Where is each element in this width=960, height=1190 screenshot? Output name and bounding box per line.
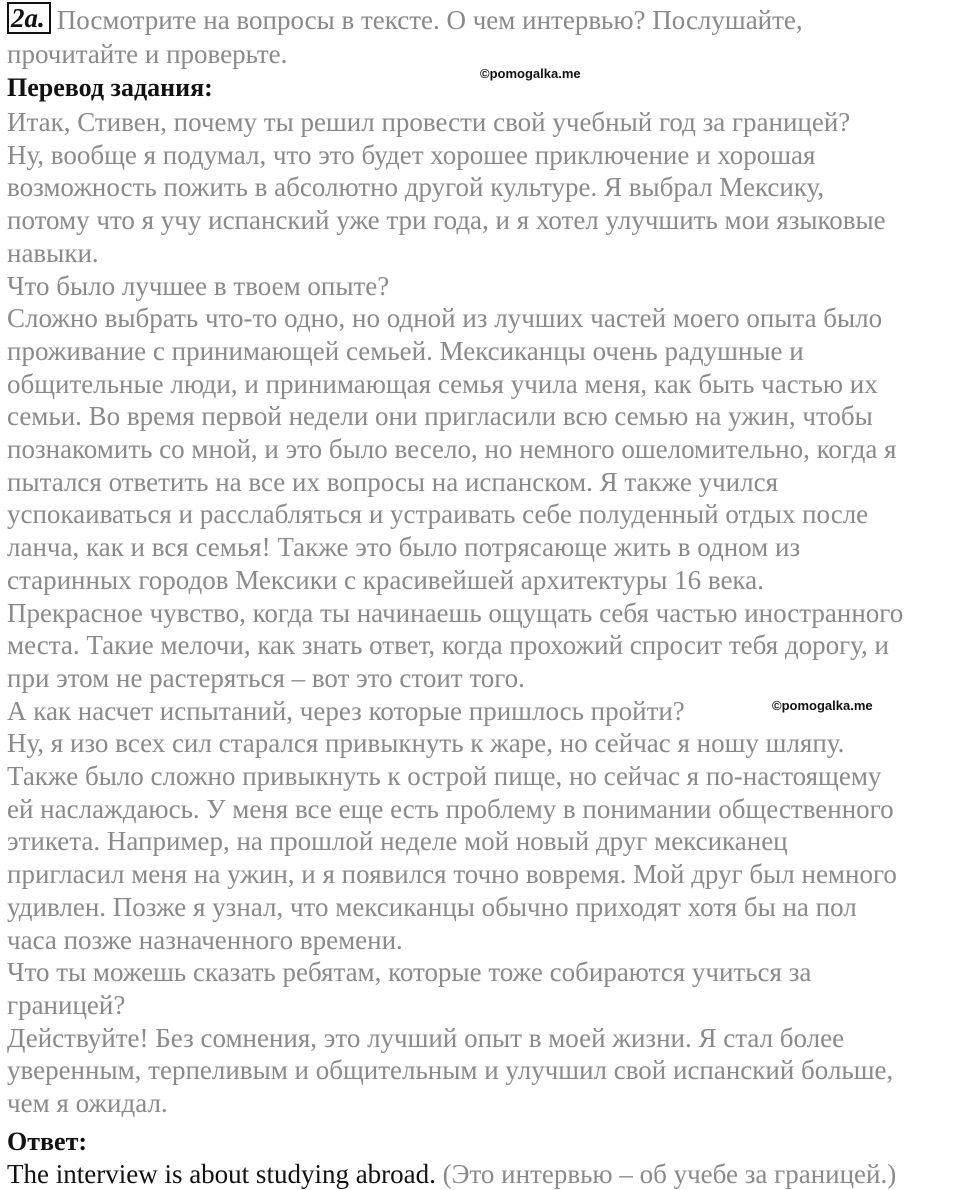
answer-line: [7, 1158, 896, 1190]
text-line: при этом не растеряться – вот это стоит того.: [7, 663, 525, 693]
text-line: Итак, Стивен, почему ты решил провести свой учебный год за границей?: [7, 107, 851, 137]
text-line: успокаиваться и расслабляться и устраивать себе полуденный отдых после: [7, 499, 869, 529]
text-line: пытался ответить на все их вопросы на испанском. Я также учился: [7, 467, 779, 497]
text-line: этикета. Например, на прошлой неделе мой новый друг мексиканец: [7, 826, 788, 856]
text-line: А как насчет испытаний, через которые пришлось пройти?: [7, 696, 685, 726]
task-line-1: [7, 4, 803, 36]
text-line: Что ты можешь сказать ребятам, которые тоже собираются учиться за: [7, 957, 812, 987]
text-line: старинных городов Мексики с красивейшей архитектуры 16 века.: [7, 565, 764, 595]
text-line: уверенным, терпеливым и общительным и улучшил свой испанский больше,: [7, 1055, 894, 1085]
answer-heading: Ответ:: [7, 1127, 88, 1156]
text-line: ланча, как и вся семья! Также это было потрясающе жить в одном из: [7, 532, 801, 562]
text-line: Сложно выбрать что-то одно, но одной из лучших частей моего опыта было: [7, 303, 883, 333]
answer-russian: (Это интервью – об учебе за границей.): [442, 1159, 897, 1189]
translation-heading: Перевод задания:: [7, 73, 213, 102]
text-line: чем я ожидал.: [7, 1088, 168, 1118]
text-line: ей наслаждаюсь. У меня все еще есть проблему в понимании общественного: [7, 794, 894, 824]
text-line: места. Такие мелочи, как знать ответ, когда прохожий спросит тебя дорогу, и: [7, 630, 889, 660]
text-line: пригласил меня на ужин, и я появился точно вовремя. Мой друг был немного: [7, 859, 897, 889]
text-line: познакомить со мной, и это было весело, но немного ошеломительно, когда я: [7, 434, 897, 464]
text-line: Ну, я изо всех сил старался привыкнуть к жаре, но сейчас я ношу шляпу.: [7, 728, 845, 758]
watermark-top: ©pomogalka.me: [480, 66, 581, 81]
text-line: Прекрасное чувство, когда ты начинаешь ощущать себя частью иностранного: [7, 598, 904, 628]
task-instruction-2: прочитайте и проверьте.: [7, 39, 288, 69]
text-line: Действуйте! Без сомнения, это лучший опыт в моей жизни. Я стал более: [7, 1023, 845, 1053]
text-line: общительные люди, и принимающая семья учила меня, как быть частью их: [7, 369, 878, 399]
text-line: Также было сложно привыкнуть к острой пище, но сейчас я по-настоящему: [7, 761, 882, 791]
text-line: семьи. Во время первой недели они пригласили всю семью на ужин, чтобы: [7, 401, 873, 431]
watermark-middle: ©pomogalka.me: [772, 698, 873, 713]
task-number-badge: 2a.: [7, 2, 51, 34]
text-line: Что было лучшее в твоем опыте?: [7, 271, 390, 301]
text-line: границей?: [7, 990, 126, 1020]
text-line: возможность пожить в абсолютно другой культуре. Я выбрал Мексику,: [7, 172, 825, 202]
text-line: навыки.: [7, 238, 99, 268]
text-line: Ну, вообще я подумал, что это будет хорошее приключение и хорошая: [7, 140, 816, 170]
text-line: удивлен. Позже я узнал, что мексиканцы обычно приходят хотя бы на пол: [7, 892, 857, 922]
task-instruction-1: Посмотрите на вопросы в тексте. О чем интервью? Послушайте,: [56, 5, 803, 35]
text-line: проживание с принимающей семьей. Мексиканцы очень радушные и: [7, 336, 804, 366]
text-line: потому что я учу испанский уже три года, и я хотел улучшить мои языковые: [7, 205, 886, 235]
answer-english: The interview is about studying abroad.: [7, 1159, 436, 1189]
text-line: часа позже назначенного времени.: [7, 925, 403, 955]
